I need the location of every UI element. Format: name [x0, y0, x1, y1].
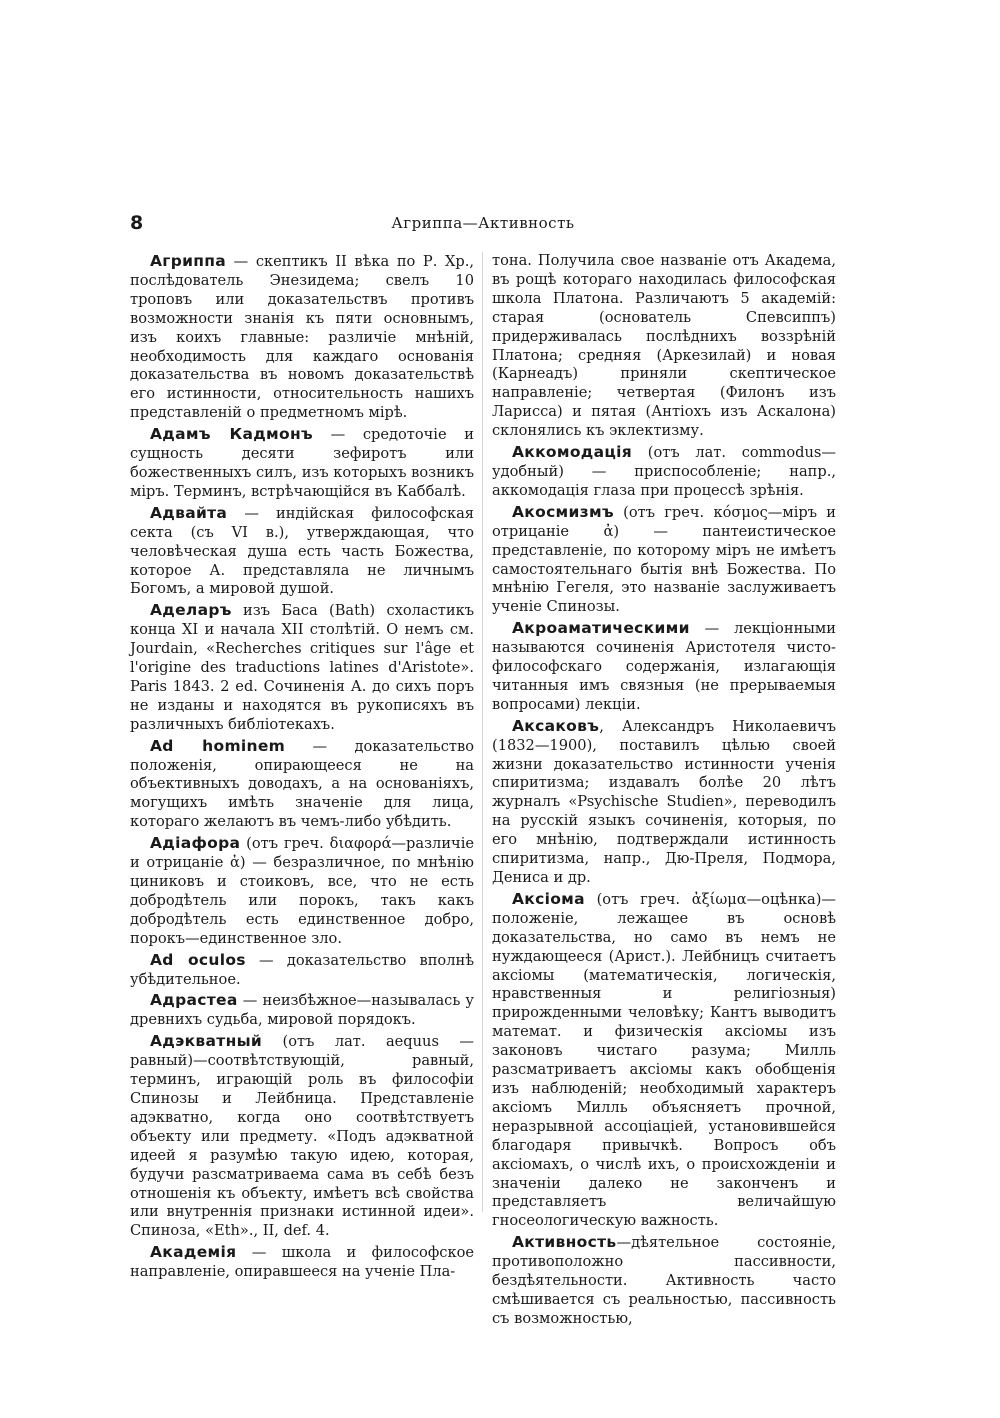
left-column — [130, 252, 474, 1331]
entry-text: — доказательство вполнѣ убѣдительное. — [130, 951, 475, 988]
entry-text: — неизбѣжное—называлась у древнихъ судьба, мировой порядокъ. — [130, 992, 474, 1029]
entry-academy-continued — [492, 252, 836, 441]
entry-headword: Аксаковъ — [512, 716, 600, 735]
entry-acosmism — [492, 503, 836, 617]
entry-text: — средоточіе и сущность десяти зефиротъ или божественныхъ силъ, изъ которыхъ возникъ міръ. Терминъ, встрѣчающійся въ Каббалѣ. — [130, 426, 475, 500]
entry-text: тона. Получила свое названіе отъ Академа, въ рощѣ котораго находилась философская школа Платона. Различаютъ 5 академій: старая (основатель Спевсиппъ) придерживалась послѣднихъ воззрѣній Платона; средняя (Аркезилай) и новая (Карнеадъ) приняли скептическое направленіе; четвертая (Филонъ изъ Ларисса) и пятая (Антіохъ изъ Аскалона) склонялись къ эклектизму. — [492, 252, 836, 440]
book-page — [130, 208, 836, 1327]
entry-headword: Ad oculos — [150, 950, 246, 969]
entry-text: (отъ греч. κόσμος—міръ и отрицаніе ἀ) — пантеистическое представленіе, по которому міръ не имѣетъ самостоятельнаго бытія внѣ Божества. По мнѣнію Гегеля, это названіе заслуживаетъ ученіе Спинозы. — [492, 503, 836, 616]
entry-headword: Аксіома — [512, 889, 585, 908]
entry-headword: Академія — [150, 1243, 237, 1262]
entry-headword: Аделаръ — [150, 601, 232, 620]
page-number: 8 — [130, 212, 144, 234]
entry-advaita — [130, 504, 474, 600]
entry-headword: Адэкватный — [150, 1032, 263, 1051]
entry-headword: Адрастеа — [150, 991, 238, 1010]
running-head: Агриппа—Активность — [391, 214, 575, 232]
entry-text: — скептикъ II вѣка по Р. Хр., послѣдователь Энезидема; свелъ 10 троповъ или доказательствъ противъ возможности знанія къ пяти основнымъ, изъ коихъ главные: различіе мнѣній, необходимость для каждаго основанія доказательства въ новомъ доказательствѣ его истинности, относительность нашихъ представленій о предметномъ мірѣ. — [130, 253, 474, 422]
entry-headword: Аккомодація — [512, 443, 633, 462]
entry-adiaphora — [130, 834, 474, 948]
text-columns — [130, 252, 836, 1331]
entry-headword: Адамъ Кадмонъ — [150, 425, 313, 444]
entry-text: изъ Баса (Bath) схоластикъ конца XI и начала XII столѣтій. О немъ см. Jourdain, «Recherches critiques sur l'âge et l'origine des traductions latines d'Aristote». Paris 1843. 2 ed. Сочиненія А. до сихъ поръ не изданы и находятся въ рукописяхъ въ различныхъ библіотекахъ. — [130, 602, 474, 733]
entry-headword: Акосмизмъ — [512, 502, 614, 521]
right-column — [492, 252, 836, 1331]
entry-text: (отъ греч. ἀξίωμα—оцѣнка)— положеніе, лежащее въ основѣ доказательства, но само въ немъ не нуждающееся (Арист.). Лейбницъ считаетъ аксіомы (математическія, логическія, нравственныя и религіозныя) прирожденными человѣку; Кантъ выводитъ математ. и физическія аксіомы изъ законовъ чистаго разума; Милль разсматриваетъ аксіомы какъ обобщенія изъ наблюденій; необходимый характеръ аксіомъ Милль объясняетъ прочной, неразрывной ассоціаціей, установившейся благодаря привычкѣ. Вопросъ объ аксіомахъ, о числѣ ихъ, о происхожденіи и значеніи далеко не законченъ и представляетъ величайшую гносеологическую важность. — [492, 890, 836, 1230]
entry-adequate — [130, 1032, 474, 1241]
entry-axiom — [492, 890, 836, 1231]
entry-text: (отъ лат. commodus—удобный) — приспособленіе; напр., аккомодація глаза при процессѣ зрѣнія. — [492, 444, 836, 499]
entry-aksakov — [492, 717, 836, 888]
entry-headword: Адвайта — [150, 503, 228, 522]
entry-academy — [130, 1243, 474, 1282]
entry-text: , Александръ Николаевичъ (1832—1900), поставилъ цѣлью своей жизни доказательство истинности ученія спиритизма; издавалъ болѣе 20 лѣтъ журналъ «Psychische Studien», переводилъ на русскій языкъ сочиненія, которыя, по его мнѣнію, подтверждали истинность спиритизма, напр., Дю-Преля, Подмора, Дениса и др. — [492, 717, 836, 886]
entry-headword: Агриппа — [150, 252, 227, 270]
entry-text: (отъ греч. διαφορά—различіе и отрицаніе ἀ) — безразличное, по мнѣнію циниковъ и стоиковъ, все, что не есть добродѣтель или порокъ, такъ какъ добродѣтель есть единственное добро, порокъ—единственное зло. — [130, 835, 474, 947]
entry-text: — школа и философское направленіе, опиравшееся на ученіе Пла- — [130, 1244, 474, 1281]
entry-text: — лекціонными называются сочиненія Аристотеля чисто-философскаго содержанія, излагающія читанныя имъ связныя (не прерываемыя вопросами) лекціи. — [492, 620, 836, 713]
entry-adrastea — [130, 991, 474, 1030]
entry-text: — доказательство положенія, опирающееся не на объективныхъ доводахъ, а на основаніяхъ, могущихъ имѣть значеніе для лица, котораго желаютъ въ чемъ-либо убѣдить. — [130, 737, 474, 831]
entry-text: —дѣятельное состояніе, противоположно пассивности, бездѣятельности. Активность часто смѣшивается съ реальностью, пассивность съ возможностью, — [492, 1234, 836, 1327]
entry-ad-oculos — [130, 951, 474, 990]
entry-headword: Акроаматическими — [512, 619, 690, 638]
entry-agrippa — [130, 252, 474, 423]
entry-headword: Ad hominem — [150, 736, 286, 755]
entry-ad-hominem — [130, 737, 474, 833]
entry-adam-kadmon — [130, 425, 474, 502]
entry-text: — индійская философская секта (съ VI в.), утверждающая, что человѣческая душа есть часть Божества, которое А. представляла не личнымъ Богомъ, а мировой душой. — [130, 504, 474, 598]
entry-headword: Активность — [512, 1233, 617, 1252]
page-header — [130, 208, 836, 238]
entry-accommodation — [492, 443, 836, 501]
entry-activity — [492, 1233, 836, 1329]
entry-headword: Адіафора — [150, 834, 241, 853]
entry-text: (отъ лат. aequus — равный)—соотвѣтствующій, равный, терминъ, играющій роль въ философіи Спинозы и Лейбница. Представленіе адэкватно, когда оно соотвѣтствуетъ объекту или предмету. «Подъ адэкватной идеей я разумѣю такую идею, которая, будучи разсматриваема сама въ себѣ безъ отношенія къ объекту, имѣетъ всѣ свойства или внутреннія признаки истинной идеи». Спиноза, «Eth»., II, def. 4. — [130, 1033, 474, 1240]
entry-adelard — [130, 601, 474, 734]
entry-acroamatic — [492, 619, 836, 715]
